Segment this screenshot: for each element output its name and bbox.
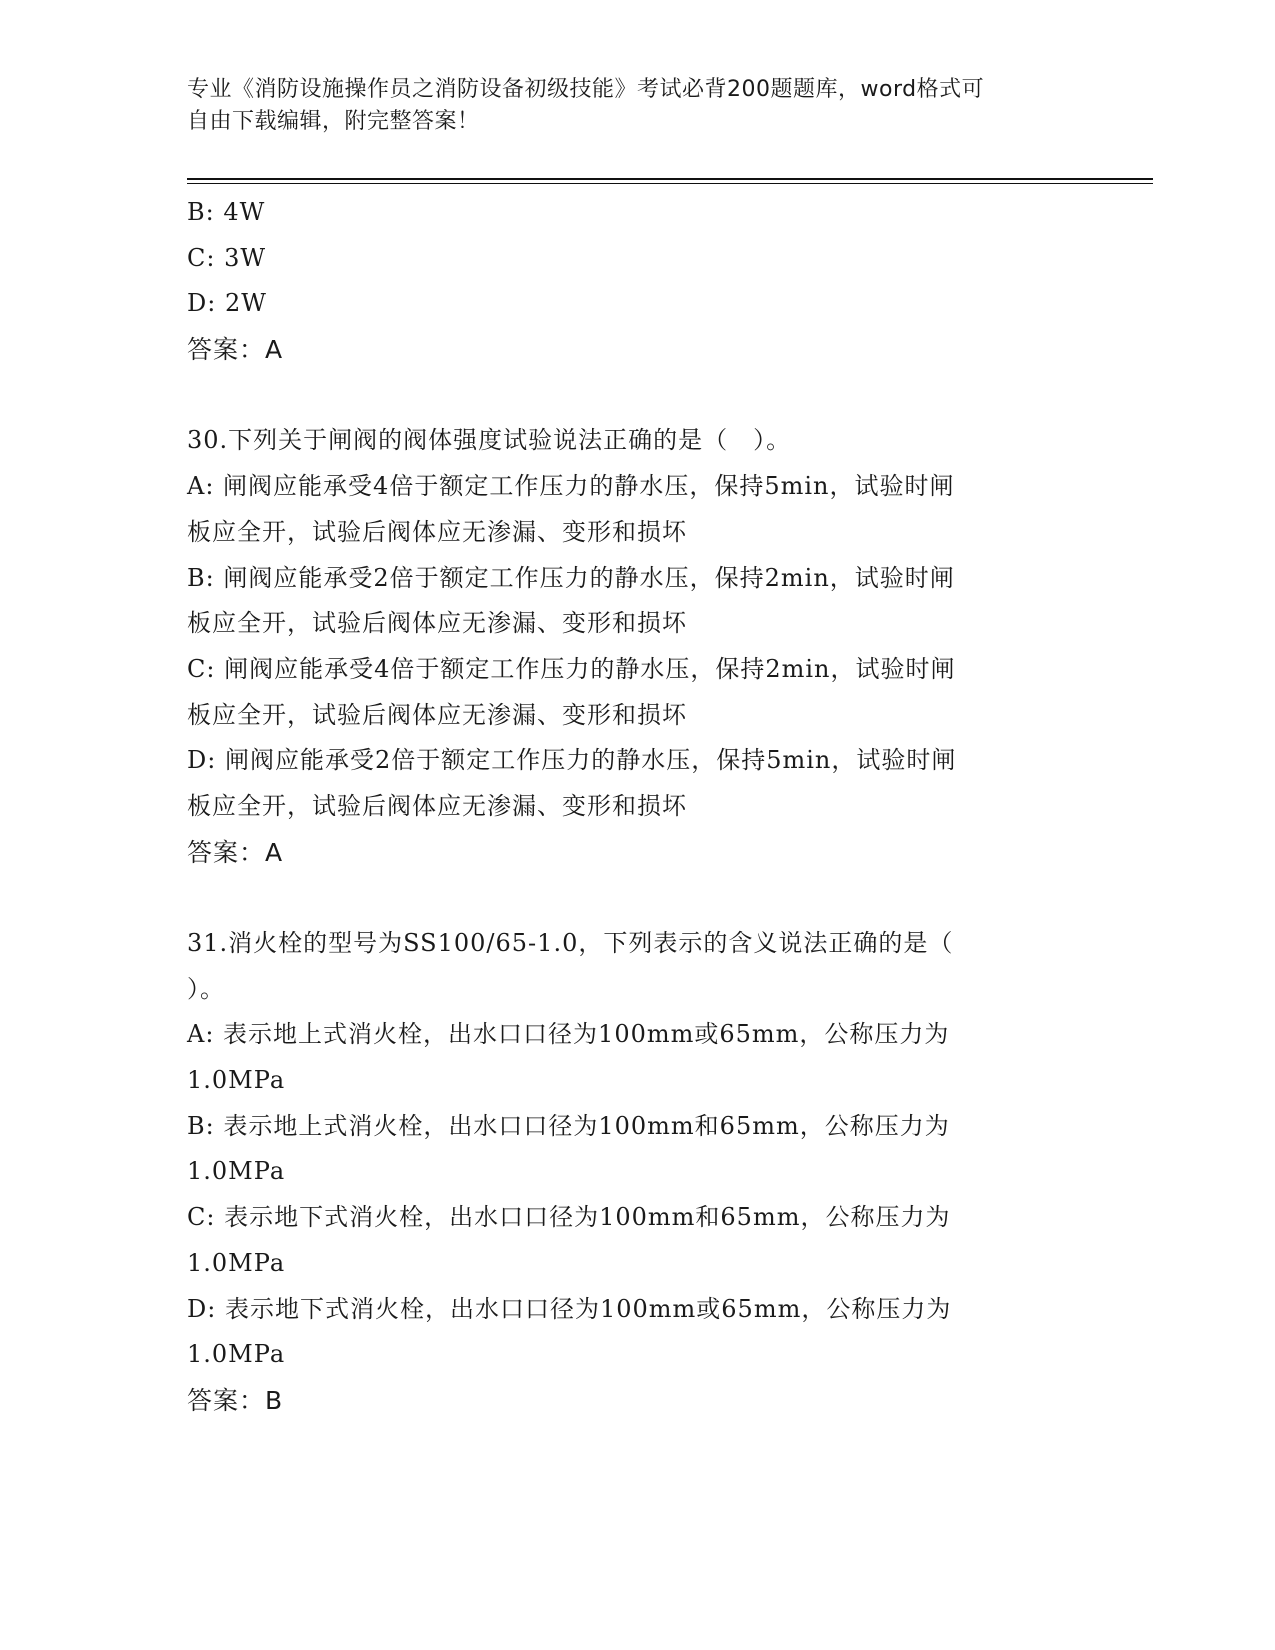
q29-option-c: C: 3W [187,243,267,272]
q30-option-b-line-1: B: 闸阀应能承受2倍于额定工作压力的静水压，保持2min，试验时闸 [187,563,955,592]
q30-option-a-line-2: 板应全开，试验后阀体应无渗漏、变形和损坏 [187,517,687,546]
q30-option-d-line-2: 板应全开，试验后阀体应无渗漏、变形和损坏 [187,791,687,820]
q30-answer: 答案：A [187,837,284,867]
document-header [187,74,1087,138]
q31-option-a-line-2: 1.0MPa [187,1066,286,1095]
q30-stem: 30.下列关于闸阀的阀体强度试验说法正确的是（ ）。 [187,426,792,455]
q31-option-b-line-1: B: 表示地上式消火栓，出水口口径为100mm和65mm，公称压力为 [187,1111,950,1140]
q30-option-b-line-2: 板应全开，试验后阀体应无渗漏、变形和损坏 [187,609,687,638]
q31-option-a-line-1: A: 表示地上式消火栓，出水口口径为100mm或65mm，公称压力为 [187,1020,950,1049]
q31-stem-line-2: ）。 [187,974,225,1003]
q29-option-d: D: 2W [187,289,267,318]
q30-option-d-line-1: D: 闸阀应能承受2倍于额定工作压力的静水压，保持5min，试验时闸 [187,746,957,775]
header-divider-thin [187,183,1153,184]
q30-option-c-line-1: C: 闸阀应能承受4倍于额定工作压力的静水压，保持2min，试验时闸 [187,654,956,683]
spacer [187,875,1087,921]
question-29-tail [187,190,1087,373]
header-divider-thick [187,178,1153,180]
question-30 [187,418,1087,875]
header-line-1: 专业《消防设施操作员之消防设备初级技能》考试必背200题题库，word格式可 [187,77,985,102]
question-31 [187,921,1087,1424]
q31-option-b-line-2: 1.0MPa [187,1157,286,1186]
header-line-2: 自由下载编辑，附完整答案！ [187,109,480,134]
q29-option-b: B: 4W [187,198,266,226]
spacer [187,373,1087,419]
q31-option-c-line-2: 1.0MPa [187,1248,286,1277]
q30-option-c-line-2: 板应全开，试验后阀体应无渗漏、变形和损坏 [187,700,687,729]
q31-option-d-line-2: 1.0MPa [187,1340,286,1369]
q31-option-c-line-1: C: 表示地下式消火栓，出水口口径为100mm和65mm，公称压力为 [187,1203,951,1232]
q29-answer: 答案：A [187,335,284,365]
document-body [187,190,1087,1424]
q30-option-a-line-1: A: 闸阀应能承受4倍于额定工作压力的静水压，保持5min，试验时闸 [187,472,955,501]
q31-answer: 答案：B [187,1385,284,1415]
q31-option-d-line-1: D: 表示地下式消火栓，出水口口径为100mm或65mm，公称压力为 [187,1294,952,1323]
q31-stem-line-1: 31.消火栓的型号为SS100/65-1.0，下列表示的含义说法正确的是（ [187,929,954,957]
